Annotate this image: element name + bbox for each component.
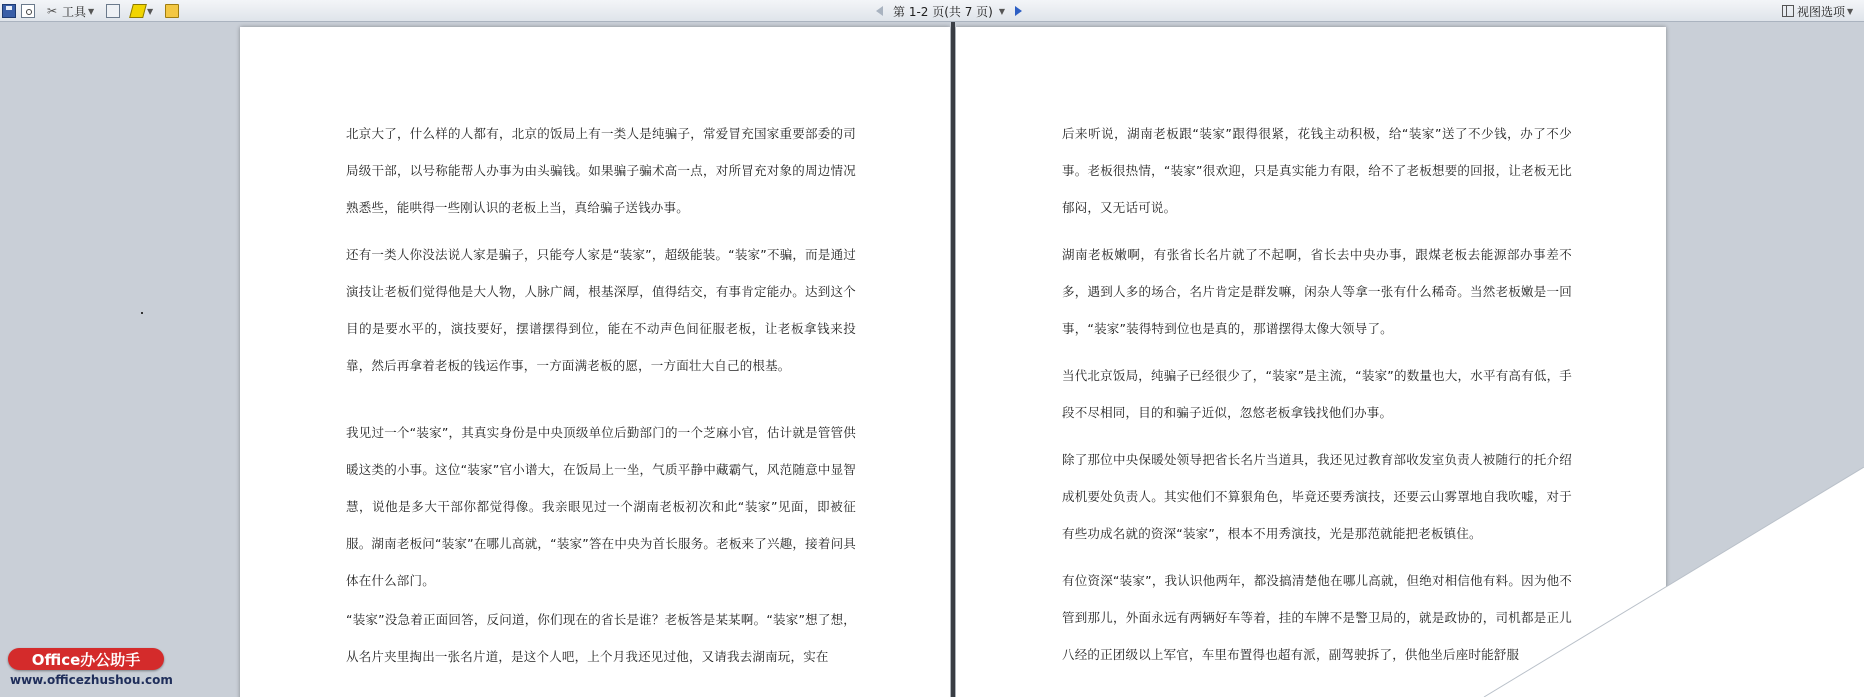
open-folder-button[interactable] xyxy=(165,3,179,19)
print-preview-toolbar xyxy=(0,0,1864,22)
next-page-icon[interactable] xyxy=(1015,6,1022,16)
format-button[interactable] xyxy=(106,3,120,19)
chevron-down-icon[interactable]: ▼ xyxy=(998,6,1006,16)
paragraph: 北京大了，什么样的人都有，北京的饭局上有一类人是纯骗子，常爱冒充国家重要部委的司局级干部，以号称能帮人办事为由头骗钱。如果骗子骗术高一点，对所冒充对象的周边情况熟悉些，能哄得一些刚认识的老板上当，真给骗子送钱办事。 xyxy=(346,126,856,215)
print-preview-button[interactable] xyxy=(21,3,35,19)
chevron-down-icon: ▼ xyxy=(1847,6,1854,16)
watermark-logo: Office办公助手 xyxy=(8,648,164,670)
stray-dot xyxy=(141,312,143,314)
paragraph: 湖南老板嫩啊，有张省长名片就了不起啊，省长去中央办事，跟煤老板去能源部办事差不多，遇到人多的场合，名片肯定是群发嘛，闲杂人等拿一张有什么稀奇。当然老板嫩是一回事，“装家”装得特到位也是真的，那谱摆得太像大领导了。 xyxy=(1062,247,1572,336)
page-status: 第 1-2 页(共 7 页) xyxy=(893,4,993,19)
view-options-icon xyxy=(1782,5,1794,17)
view-options-button[interactable] xyxy=(1782,3,1853,19)
tools-label: 工具 xyxy=(62,4,87,19)
save-icon xyxy=(2,4,16,18)
page-curl-decoration xyxy=(1444,467,1864,697)
tools-icon: ✂ xyxy=(46,4,58,18)
page-navigation xyxy=(876,3,1022,19)
chevron-down-icon: ▼ xyxy=(147,6,154,16)
watermark-url: www.officezhushou.com xyxy=(10,673,173,687)
document-page-1 xyxy=(240,27,950,697)
paragraph: “装家”没急着正面回答，反问道，你们现在的省长是谁？老板答是某某啊。“装家”想了想，从名片夹里掏出一张名片道，是这个人吧，上个月我还见过他，又请我去湖南玩，实在 xyxy=(346,612,856,664)
paragraph: 还有一类人你没法说人家是骗子，只能夸人家是“装家”，超级能装。“装家”不骗，而是通过演技让老板们觉得他是大人物，人脉广阔，根基深厚，值得结交，有事肯定能办。达到这个目的是要水平的，演技要好，摆谱摆得到位，能在不动声色间征服老板，让老板拿钱来投靠，然后再拿着老板的钱运作事，一方面满老板的愿，一方面壮大自己的根基。 xyxy=(346,247,856,373)
print-preview-icon xyxy=(21,4,35,18)
format-icon xyxy=(106,4,120,18)
page-1-text xyxy=(346,115,856,675)
highlight-button[interactable] xyxy=(131,3,153,19)
chevron-down-icon: ▼ xyxy=(88,6,95,16)
paragraph: 除了那位中央保暖处领导把省长名片当道具，我还见过教育部收发室负责人被随行的托介绍成机要处负责人。其实他们不算狠角色，毕竟还要秀演技，还要云山雾罩地自我吹嘘，对于有些功成名就的资深“装家”，根本不用秀演技，光是那范就能把老板镇住。 xyxy=(1062,452,1572,541)
view-options-label: 视图选项 xyxy=(1797,4,1846,19)
tools-menu-button[interactable] xyxy=(45,3,94,19)
highlight-icon xyxy=(129,4,147,18)
paragraph: 后来听说，湖南老板跟“装家”跟得很紧，花钱主动积极，给“装家”送了不少钱，办了不少事。老板很热情，“装家”很欢迎，只是真实能力有限，给不了老板想要的回报，让老板无比郁闷，又无话可说。 xyxy=(1062,126,1572,215)
folder-icon xyxy=(165,4,179,18)
page-divider xyxy=(951,22,955,697)
save-button[interactable] xyxy=(2,3,16,19)
paragraph: 当代北京饭局，纯骗子已经很少了，“装家”是主流，“装家”的数量也大，水平有高有低，手段不尽相同，目的和骗子近似，忽悠老板拿钱找他们办事。 xyxy=(1062,368,1572,420)
paragraph: 有位资深“装家”，我认识他两年，都没搞清楚他在哪儿高就，但绝对相信他有料。因为他不管到那儿，外面永远有两辆好车等着，挂的车牌不是警卫局的，就是政协的，司机都是正儿八经的正团级以上军官，车里布置得也超有派，副驾驶拆了，供他坐后座时能舒服 xyxy=(1062,573,1572,662)
paragraph: 我见过一个“装家”，其真实身份是中央顶级单位后勤部门的一个芝麻小官，估计就是管管供暖这类的小事。这位“装家”官小谱大，在饭局上一坐，气质平静中藏霸气，风范随意中显智慧，说他是多大干部你都觉得像。我亲眼见过一个湖南老板初次和此“装家”见面，即被征服。湖南老板问“装家”在哪儿高就，“装家”答在中央为首长服务。老板来了兴趣，接着问具体在什么部门。 xyxy=(346,425,856,588)
previous-page-icon[interactable] xyxy=(876,6,883,16)
